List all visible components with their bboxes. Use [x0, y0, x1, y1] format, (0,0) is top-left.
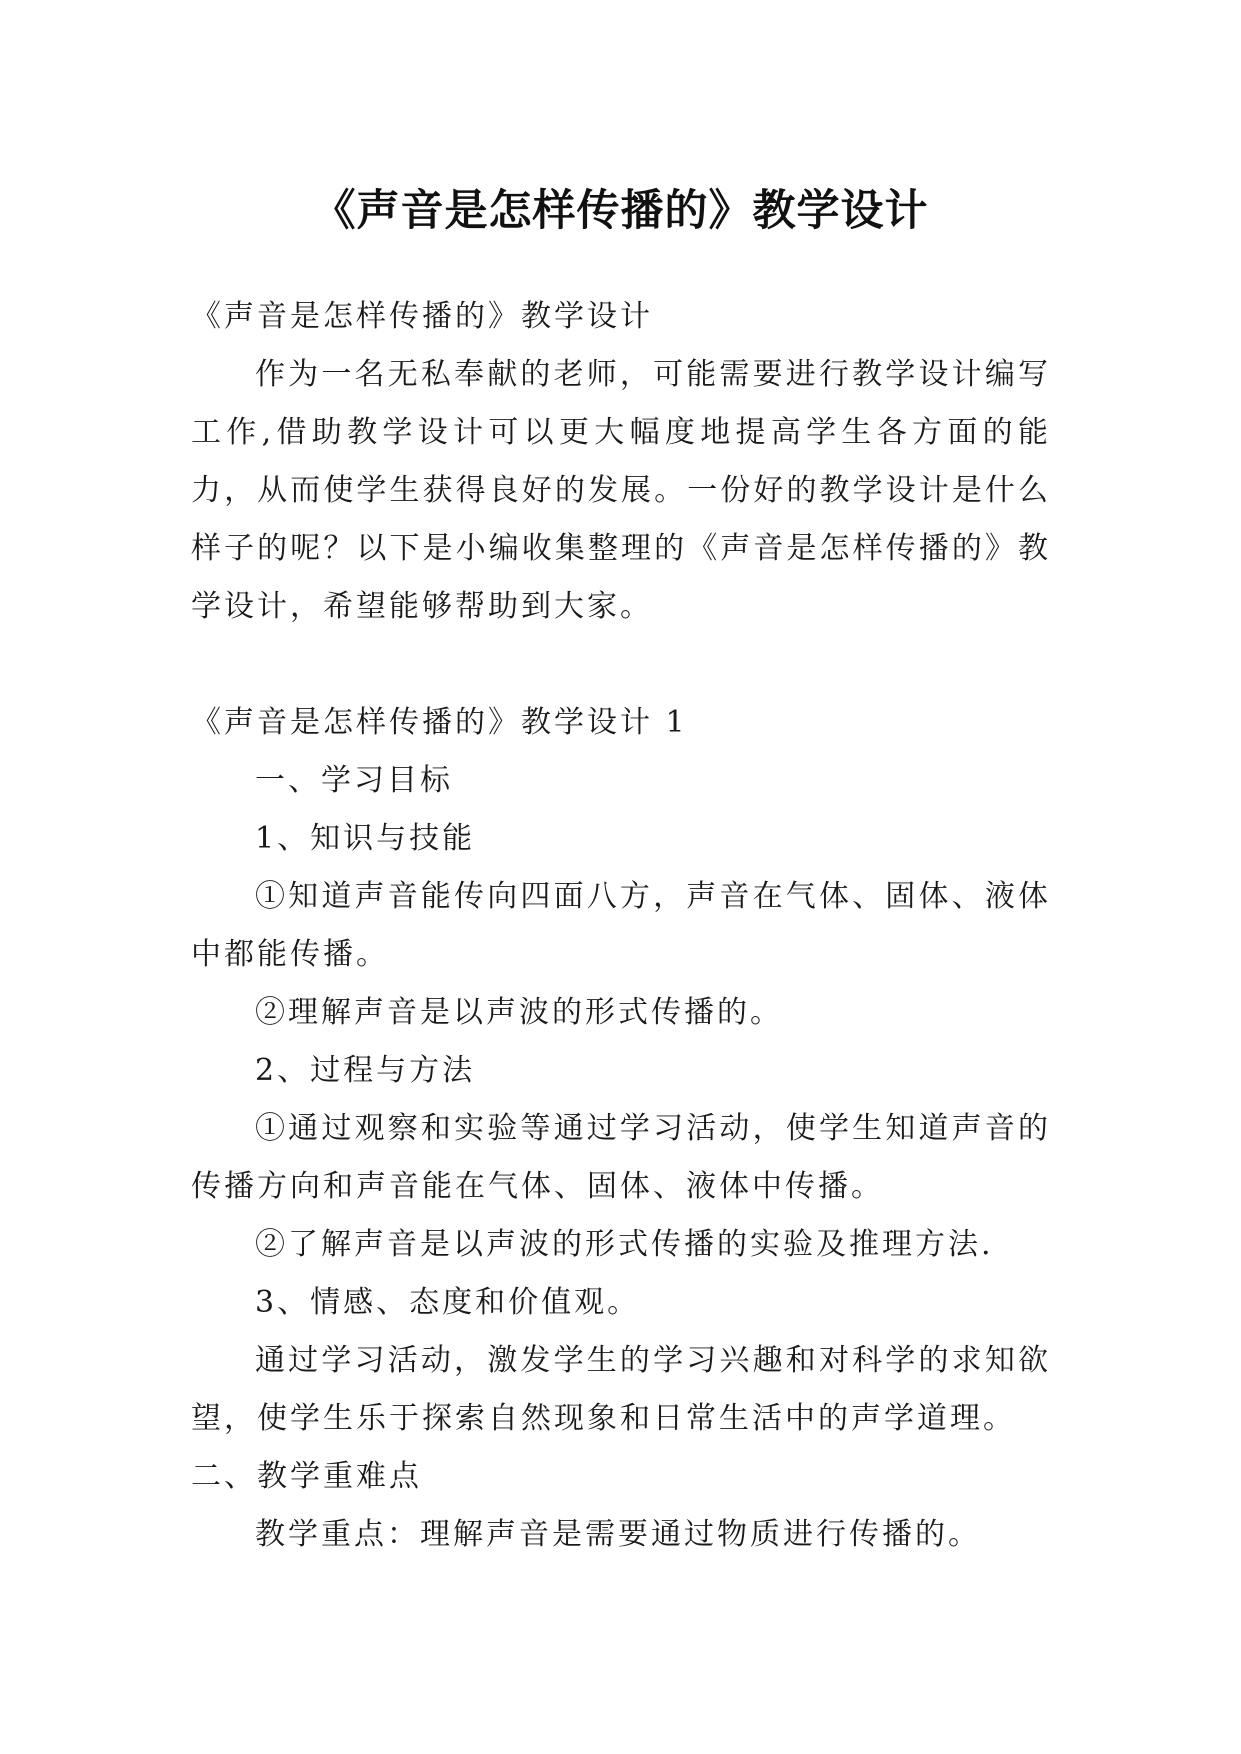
paragraph-process-1: ①通过观察和实验等通过学习活动，使学生知道声音的传播方向和声音能在气体、固体、液体中传播。 [191, 1111, 1051, 1204]
paragraph-emotion-detail: 通过学习活动，激发学生的学习兴趣和对科学的求知欲望，使学生乐于探索自然现象和日常生活中的声学道理。 [191, 1343, 1051, 1436]
document-subtitle: 《声音是怎样传播的》教学设计 [191, 299, 653, 334]
paragraph-learning-goals: 一、学习目标 [255, 763, 453, 798]
paragraph-knowledge-skills: 1、知识与技能 [255, 821, 476, 856]
paragraph-process-method: 2、过程与方法 [255, 1053, 476, 1088]
paragraph-key-point: 教学重点：理解声音是需要通过物质进行传播的。 [255, 1517, 981, 1552]
document-title: 《声音是怎样传播的》教学设计 [312, 185, 929, 236]
paragraph-knowledge-2: ②理解声音是以声波的形式传播的。 [255, 995, 783, 1030]
section-heading: 《声音是怎样传播的》教学设计 1 [191, 705, 688, 740]
paragraph-emotion-values: 3、情感、态度和价值观。 [255, 1285, 641, 1320]
paragraph-knowledge-1: ①知道声音能传向四面八方，声音在气体、固体、液体中都能传播。 [191, 879, 1051, 972]
intro-paragraph: 作为一名无私奉献的老师，可能需要进行教学设计编写工作,借助教学设计可以更大幅度地提高学生各方面的能力，从而使学生获得良好的发展。一份好的教学设计是什么样子的呢？以下是小编收集整理的《声音是怎样传播的》教学设计，希望能够帮助到大家。 [191, 357, 1051, 624]
document-body [191, 288, 1051, 1564]
heading-key-difficult-points: 二、教学重难点 [191, 1459, 422, 1494]
paragraph-process-2: ②了解声音是以声波的形式传播的实验及推理方法. [255, 1227, 994, 1262]
